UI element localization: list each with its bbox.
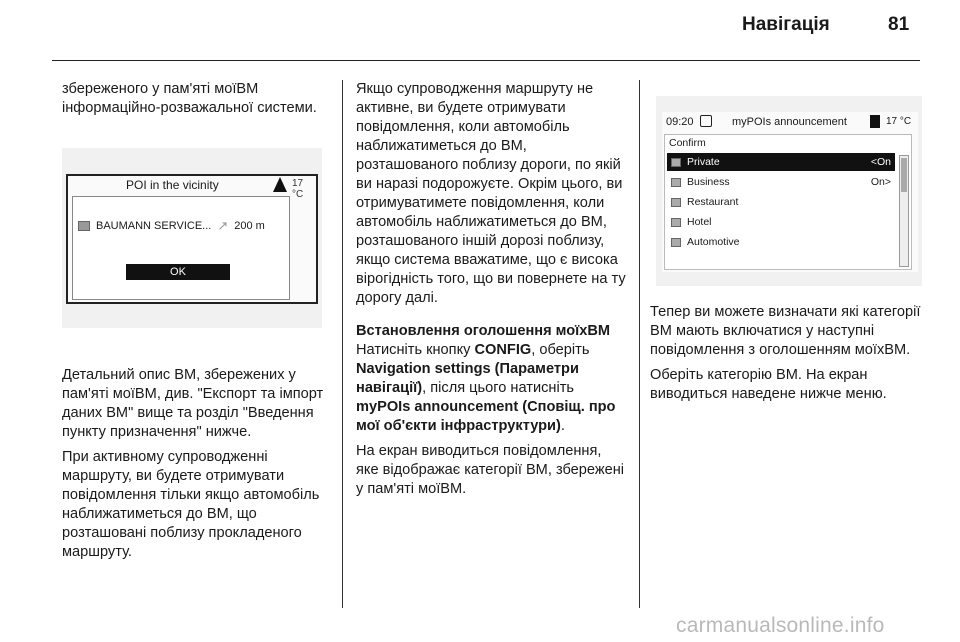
poi-distance: 200 m xyxy=(234,220,265,232)
ok-button[interactable]: OK xyxy=(126,264,230,280)
poi-vicinity-screen xyxy=(66,174,318,304)
column-2 xyxy=(356,80,628,505)
navigation-icon xyxy=(700,115,712,127)
category-label: Automotive xyxy=(687,236,740,248)
category-icon xyxy=(671,178,681,187)
direction-arrow-icon: ↗ xyxy=(217,218,229,233)
confirm-item[interactable]: Confirm xyxy=(669,137,706,149)
category-icon xyxy=(671,218,681,227)
temperature: 17 °C xyxy=(292,178,304,200)
col2-instructions xyxy=(356,341,628,436)
poi-category-icon xyxy=(78,221,90,231)
category-label: Restaurant xyxy=(687,196,739,208)
scrollbar-thumb[interactable] xyxy=(901,158,907,192)
warning-icon xyxy=(870,115,880,128)
scrollbar[interactable] xyxy=(899,155,909,267)
warning-icon xyxy=(273,177,287,192)
config-label: CONFIG xyxy=(474,342,532,358)
category-label: Private xyxy=(687,156,720,168)
category-row-hotel[interactable] xyxy=(667,213,895,231)
column-divider-2 xyxy=(639,80,640,608)
instr-text-a: Натисніть кнопку xyxy=(356,342,475,358)
header-divider xyxy=(52,60,920,61)
category-label: Hotel xyxy=(687,216,712,228)
col1-paragraphs xyxy=(62,366,330,562)
mypois-screen xyxy=(662,112,918,272)
category-row-automotive[interactable] xyxy=(667,233,895,251)
category-row-business[interactable] xyxy=(667,173,895,191)
col3-paragraph-2: Оберіть категорію ВМ. На екран виводиться наведене нижче меню. xyxy=(650,367,887,402)
mypois-announcement-figure xyxy=(656,96,922,286)
category-list-panel xyxy=(664,134,912,270)
poi-vicinity-figure xyxy=(62,148,322,328)
mypois-announcement-label: myPOIs announcement (Сповіщ. про мої об'єкти інфраструктури) xyxy=(356,399,616,434)
column-1 xyxy=(62,80,332,124)
instr-text-d: . xyxy=(560,418,565,434)
poi-row xyxy=(78,218,265,234)
category-label: Business xyxy=(687,176,730,188)
instr-text-c: , після цього натисніть xyxy=(422,380,575,396)
section-heading-text: Встановлення оголошення моїхВМ xyxy=(356,323,611,339)
page-number: 81 xyxy=(888,14,910,35)
col1-top-text: збереженого у пам'яті моїВМ інформаційно-розважальної системи. xyxy=(62,81,317,116)
poi-message-box xyxy=(72,196,290,300)
col2-paragraph-3: На екран виводиться повідомлення, яке відображає категорії ВМ, збережені у пам'яті моїВМ. xyxy=(356,443,625,497)
screen-title: POI in the vicinity xyxy=(126,178,219,192)
col2-paragraph-1: Якщо супроводження маршруту не активне, ви будете отримувати повідомлення, коли автомобіль наближатиметься до ВМ, розташованого поблизу дороги, по якій ви наразі подорожуєте. Окрім цього, ви отримуватимете повідомлення, коли автомобіль наближатиметься до ВМ, розташованого іншій дорозі поблизу, якщо система вважатиме, що є висока вірогідність того, що ви повернете на ту дорогу далі. xyxy=(356,81,626,306)
header-title: Навігація xyxy=(742,14,830,35)
category-row-restaurant[interactable] xyxy=(667,193,895,211)
category-value: On> xyxy=(870,176,891,188)
column-3 xyxy=(650,303,922,410)
col3-paragraph-1: Тепер ви можете визначати які категорії ВМ мають включатися у наступні повідомлення з оголошенням моїхВМ. xyxy=(650,304,921,358)
navigation-settings-label: Navigation settings (Параметри навігації) xyxy=(356,361,579,396)
category-row-private[interactable] xyxy=(667,153,895,171)
clock-time: 09:20 xyxy=(666,116,694,128)
screen-title-bar xyxy=(68,176,316,200)
screen-title: myPOIs announcement xyxy=(732,116,847,128)
category-icon xyxy=(671,198,681,207)
category-value: <On xyxy=(870,156,891,168)
temperature: 17 °C xyxy=(886,116,912,127)
col1-paragraph-1: Детальний опис ВМ, збережених у пам'яті моїВМ, див. "Експорт та імпорт даних ВМ" вище та розділ "Введення пункту призначення" нижче. xyxy=(62,367,324,440)
watermark: carmanualsonline.info xyxy=(676,614,885,637)
col1-paragraph-2: При активному супроводженні маршруту, ви будете отримувати повідомлення тільки якщо автомобіль наближатиметься до ВМ, що розташовані поблизу прокладеного маршруту. xyxy=(62,449,320,560)
category-icon xyxy=(671,238,681,247)
screen-status-bar xyxy=(662,112,918,132)
instr-text-b: , оберіть xyxy=(531,342,590,358)
section-heading xyxy=(356,322,628,341)
poi-name: BAUMANN SERVICE... xyxy=(96,220,212,232)
column-divider-1 xyxy=(342,80,343,608)
category-icon xyxy=(671,158,681,167)
